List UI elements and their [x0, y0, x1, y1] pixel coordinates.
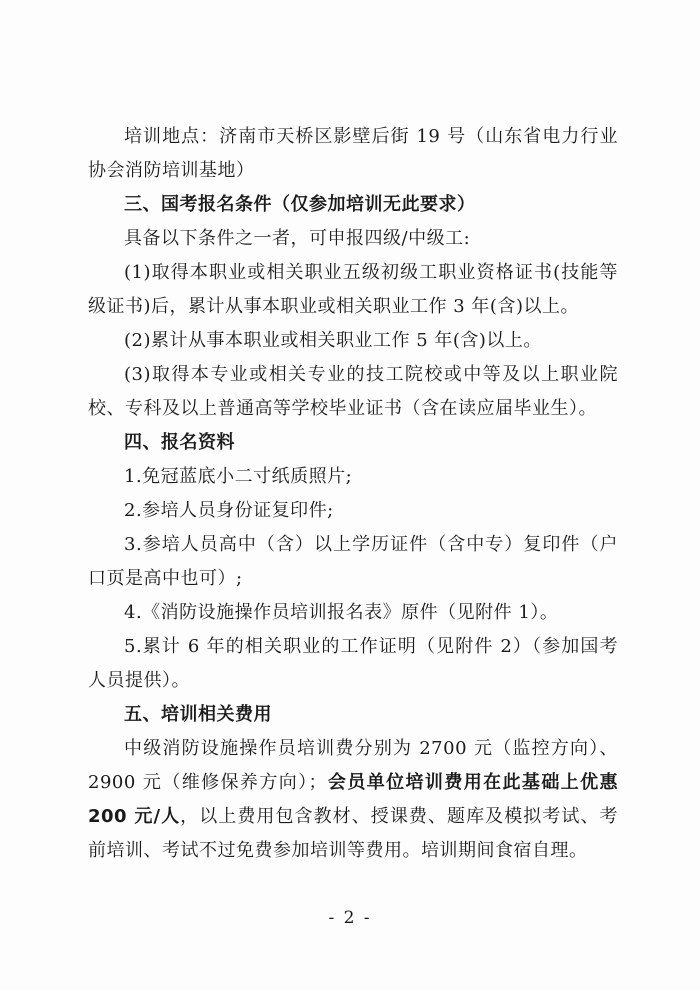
section-3-item-1: (1)取得本职业或相关职业五级初级工职业资格证书(技能等级证书)后，累计从事本职业或相关职业工作 3 年(含)以上。: [88, 262, 618, 317]
section-4-item-3: 3.参培人员高中（含）以上学历证件（含中专）复印件（户口页是高中也可）;: [88, 534, 618, 589]
training-location: 培训地点：济南市天桥区影壁后街 19 号（山东省电力行业协会消防培训基地）: [88, 126, 618, 181]
section-4-item-5: 5.累计 6 年的相关职业的工作证明（见附件 2）（参加国考人员提供）。: [88, 636, 618, 691]
section-4-item-2: 2.参培人员身份证复印件;: [124, 500, 334, 521]
member-discount-text: 会员单位培训费用在此基础上优惠 200 元/人: [88, 772, 619, 827]
section-3-intro: 具备以下条件之一者，可申报四级/中级工:: [124, 228, 471, 249]
section-4-item-4: 4.《消防设施操作员培训报名表》原件（见附件 1）。: [124, 602, 559, 623]
section-4-heading: 四、报名资料: [124, 432, 235, 453]
document-body: [88, 120, 618, 868]
fee-text-part-2: ，以上费用包含教材、授课费、题库及模拟考试、考前培训、考试不过免费参加培训等费用。培训期间食宿自理。: [88, 806, 619, 861]
page-number: - 2 -: [328, 908, 372, 928]
section-3-item-3: (3)取得本专业或相关专业的技工院校或中等及以上职业院校、专科及以上普通高等学校毕业证书（含在读应届毕业生）。: [88, 364, 618, 419]
fee-text-part-1: 中级消防设施操作员培训费分别为 2700 元（监控方向）、2900 元（维修保养方向）；: [88, 738, 618, 793]
section-5-heading: 五、培训相关费用: [124, 704, 272, 725]
section-5-fee-text: [88, 732, 618, 868]
section-3-item-2: (2)累计从事本职业或相关职业工作 5 年(含)以上。: [124, 330, 542, 351]
section-3-heading: 三、国考报名条件（仅参加培训无此要求）: [124, 194, 476, 215]
section-4-item-1: 1.免冠蓝底小二寸纸质照片;: [124, 466, 353, 487]
